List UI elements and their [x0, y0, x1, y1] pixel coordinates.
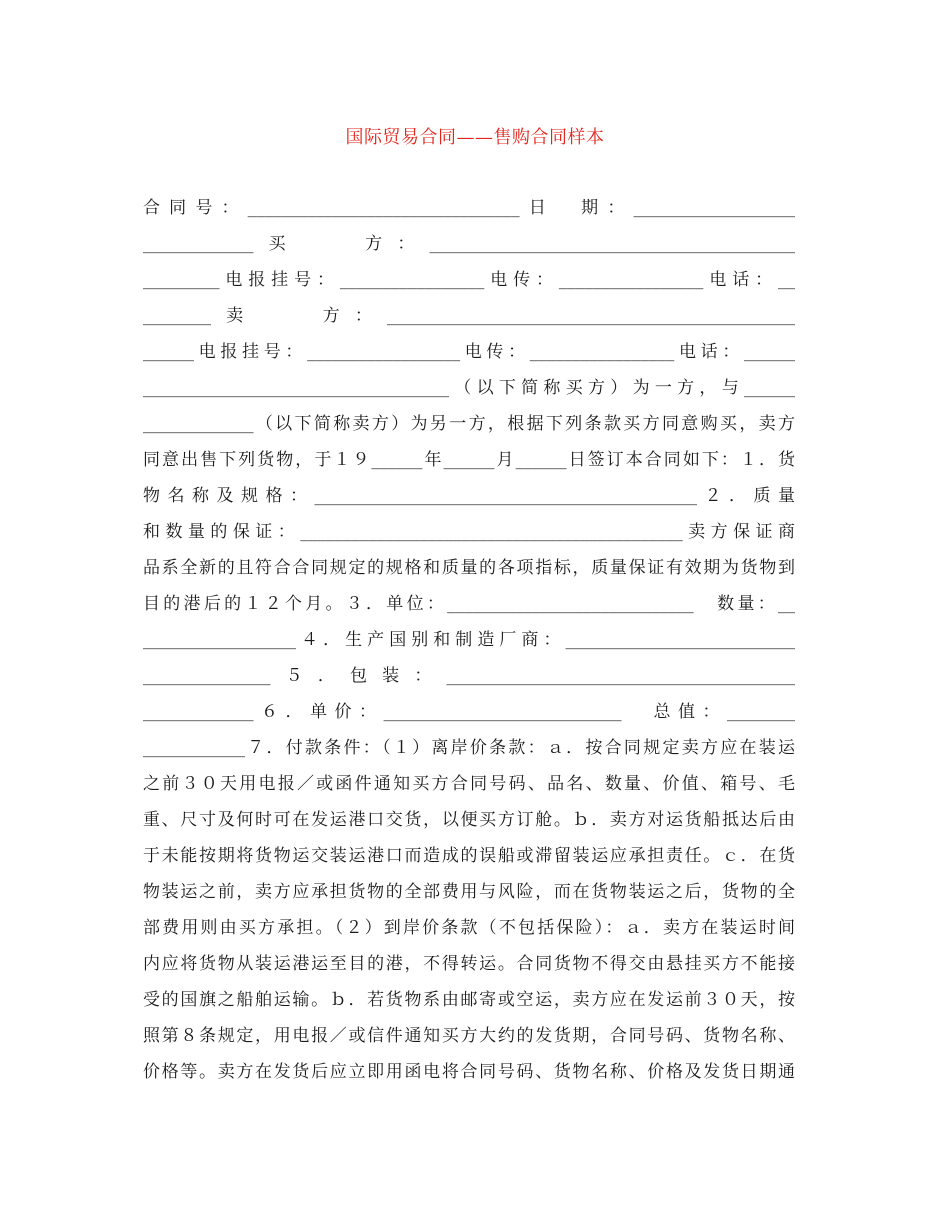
text-line: _________电报挂号：_________________电传：_________________电话：__ [143, 270, 795, 290]
document-title: 国际贸易合同——售购合同样本 [345, 127, 605, 148]
text-line: ____________７．付款条件：（１）离岸价条款：ａ．按合同规定卖方应在装运 [143, 738, 795, 758]
text-line: 物装运之前，卖方应承担货物的全部费用与风险，而在货物装运之后，货物的全 [143, 882, 795, 902]
text-line: 受的国旗之船舶运输。ｂ．若货物系由邮寄或空运，卖方应在发运前３０天，按 [143, 990, 795, 1010]
text-line: 之前３０天用电报／或函件通知买方合同号码、品名、数量、价值、箱号、毛 [143, 774, 795, 794]
text-line: 物名称及规格：_____________________________________________２．质量 [143, 486, 795, 506]
text-line: _____________（以下简称卖方）为另一方，根据下列条款买方同意购买，卖方 [143, 414, 795, 434]
contract-body [143, 193, 795, 1093]
text-line: 重、尺寸及何时可在发运港口交货，以便买方订舱。ｂ．卖方对运货船抵达后由 [143, 810, 795, 830]
text-line: 和数量的保证：_____________________________________________卖方保证商 [143, 522, 795, 542]
text-line: 内应将货物从装运港运至目的港，不得转运。合同货物不得交由悬挂买方不能接 [143, 954, 795, 974]
text-line: 目的港后的１２个月。３．单位：_____________________________ 数量：__ [143, 594, 795, 614]
text-line: _____________６．单价：____________________________ 总值：________ [143, 702, 795, 722]
text-line: _____________买 方：___________________________________________ [143, 234, 795, 254]
text-line: ____________________________________（以下简称买方）为一方，与______ [143, 378, 795, 398]
text-line: 部费用则由买方承担。（２）到岸价条款（不包括保险）：ａ．卖方在装运时间 [143, 918, 795, 938]
text-line: 合同号：________________________________日 期：___________________ [143, 198, 795, 218]
text-line: __________________４．生产国别和制造厂商：___________________________ [143, 630, 795, 650]
text-line: 同意出售下列货物，于１９______年______月______日签订本合同如下：１．货 [143, 450, 795, 470]
text-line: 于未能按期将货物运交装运港口而造成的误船或滞留装运应承担责任。ｃ．在货 [143, 846, 795, 866]
text-line: 价格等。卖方在发货后应立即用函电将合同号码、货物名称、价格及发货日期通 [143, 1062, 795, 1082]
text-line: 品系全新的且符合合同规定的规格和质量的各项指标，质量保证有效期为货物到 [143, 558, 795, 578]
text-line: ________卖 方：________________________________________________ [143, 306, 795, 326]
text-line: 照第８条规定，用电报／或信件通知买方大约的发货期，合同号码、货物名称、 [143, 1026, 795, 1046]
text-line: _______________５．包装：_________________________________________ [143, 666, 795, 686]
text-line: ______电报挂号：__________________电传：_________________电话：______ [143, 342, 795, 362]
